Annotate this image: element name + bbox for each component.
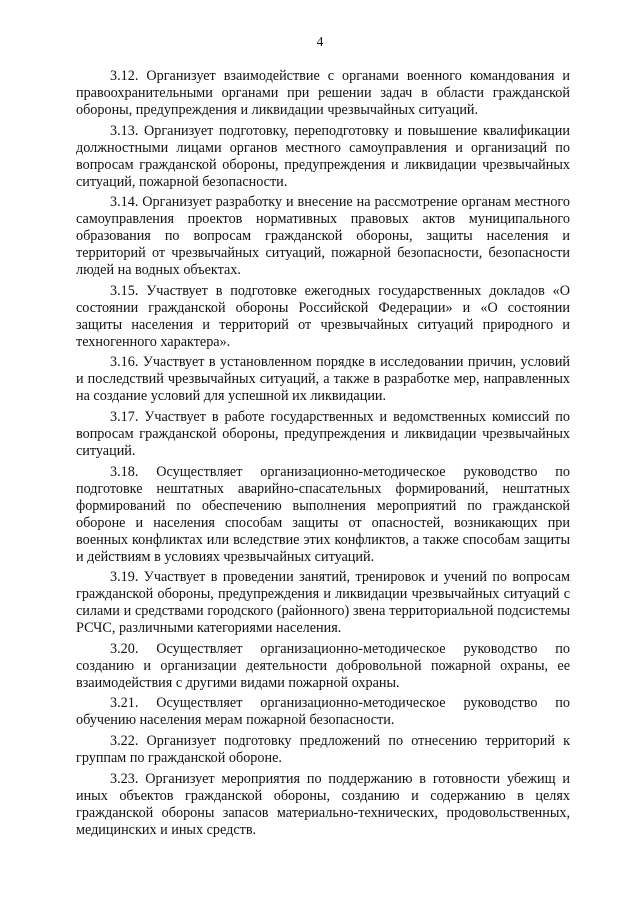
paragraph-3-12: 3.12. Организует взаимодействие с органами военного командования и правоохранительными органами при решении задач в области гражданской обороны, предупреждения и ликвидации чрезвычайных ситуаций.: [76, 68, 570, 118]
paragraph-3-17: 3.17. Участвует в работе государственных и ведомственных комиссий по вопросам гражданской обороны, предупреждения и ликвидации чрезвычайных ситуаций.: [76, 408, 570, 459]
paragraph-3-23: 3.23. Организует мероприятия по поддержанию в готовности убежищ и иных объектов гражданской обороны, созданию и содержанию в целях гражданской обороны запасов материально-технических, продовольственных, медицинских и иных средств.: [76, 770, 570, 838]
paragraph-3-18: 3.18. Осуществляет организационно-методическое руководство по подготовке нештатных аварийно-спасательных формирований, нештатных формирований по обеспечению выполнения мероприятий по гражданской обороне и населения способам защиты от опасностей, возникающих при военных конфликтах или вследствие этих конфликтов, а также способам защиты и действиям в условиях чрезвычайных ситуаций.: [76, 463, 570, 565]
document-body: [76, 68, 570, 842]
paragraph-3-21: 3.21. Осуществляет организационно-методическое руководство по обучению населения мерам пожарной безопасности.: [76, 695, 570, 729]
paragraph-3-16: 3.16. Участвует в установленном порядке в исследовании причин, условий и последствий чрезвычайных ситуаций, а также в разработке мер, направленных на создание условий для успешной их ликвидации.: [76, 354, 570, 405]
paragraph-3-13: 3.13. Организует подготовку, переподготовку и повышение квалификации должностными лицами органов местного самоуправления и организаций по вопросам гражданской обороны, предупреждения и ликвидации чрезвычайных ситуаций, пожарной безопасности.: [76, 122, 570, 190]
page-number: 4: [316, 34, 324, 49]
paragraph-3-22: 3.22. Организует подготовку предложений по отнесению территорий к группам по гражданской обороне.: [76, 732, 570, 766]
paragraph-3-19: 3.19. Участвует в проведении занятий, тренировок и учений по вопросам гражданской обороны, предупреждения и ликвидации чрезвычайных ситуаций с силами и средствами городского (районного) звена территориальной подсистемы РСЧС, различными категориями населения.: [76, 569, 570, 637]
paragraph-3-15: 3.15. Участвует в подготовке ежегодных государственных докладов «О состоянии гражданской обороны Российской Федерации» и «О состоянии защиты населения и территорий от чрезвычайных ситуаций природного и техногенного характера».: [76, 282, 570, 350]
paragraph-3-20: 3.20. Осуществляет организационно-методическое руководство по созданию и организации деятельности добровольной пожарной охраны, ее взаимодействия с другими видами пожарной охраны.: [76, 640, 570, 691]
paragraph-3-14: 3.14. Организует разработку и внесение на рассмотрение органам местного самоуправления проектов нормативных правовых актов муниципального образования по вопросам гражданской обороны, защиты населения и территорий от чрезвычайных ситуаций, пожарной безопасности, безопасности людей на водных объектах.: [76, 194, 570, 279]
